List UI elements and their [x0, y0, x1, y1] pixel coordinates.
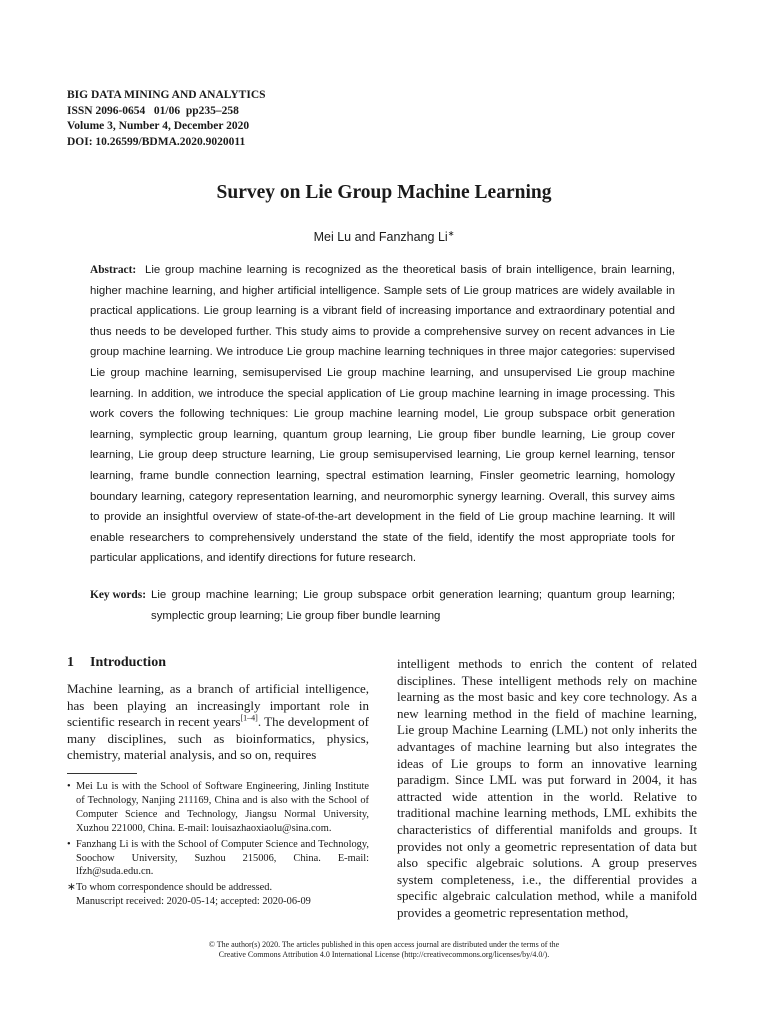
author-names: Mei Lu and Fanzhang Li [313, 230, 448, 245]
footnote-text: Manuscript received: 2020-05-14; accepted: 2020-06-09 [76, 896, 311, 908]
footnote-item [67, 881, 369, 895]
journal-header [67, 88, 266, 150]
section-title: Introduction [90, 655, 166, 670]
footnote-item [67, 838, 369, 880]
journal-name: BIG DATA MINING AND ANALYTICS [67, 89, 266, 101]
intro-text-part2: . The development of many disciplines, such as bioinformatics, physics, chemistry, material analysis, and so on, requires [67, 714, 370, 763]
license-line: Creative Commons Attribution 4.0 International License (http://creativecommons.org/licenses/by/4.0/). [218, 950, 550, 959]
journal-issn: ISSN 2096-0654 01/06 pp235–258 [67, 104, 239, 117]
footnote-bullet: • [67, 838, 71, 850]
footnote-bullet: • [67, 781, 71, 792]
footnote-marker: ∗ [67, 882, 76, 894]
section-heading-introduction [67, 655, 166, 671]
journal-doi: DOI: 10.26599/BDMA.2020.9020011 [67, 135, 246, 148]
journal-volume: Volume 3, Number 4, December 2020 [67, 120, 250, 132]
authors-line [0, 229, 768, 244]
citation-link[interactable]: [1–4] [240, 713, 258, 723]
manuscript-dates [67, 895, 369, 909]
abstract [90, 260, 675, 569]
footnote-divider [67, 773, 137, 774]
footnote-item [67, 780, 369, 836]
footnote-text: Fanzhang Li is with the School of Computer Science and Technology, Soochow University, Suzhou 215006, China. E-mail: lfzh@suda.edu.cn. [76, 838, 369, 878]
keywords-label: Key words: [90, 589, 146, 601]
footnotes [67, 780, 369, 911]
footnote-text: To whom correspondence should be addressed. [76, 882, 273, 894]
corresponding-author-marker: ∗ [447, 229, 455, 238]
abstract-label: Abstract: [90, 264, 137, 276]
intro-left-column [67, 681, 369, 764]
abstract-text: Lie group machine learning is recognized as the theoretical basis of brain intelligence, brain learning, higher machine learning, and higher artificial intelligence. Sample sets of Lie group matrices are widely available in practical applications. Lie group learning is a vibrant field of increasing importance and extraordinary potential and thus needs to be developed further. This study aims to provide a comprehensive survey on recent advances in Lie group machine learning. We introduce Lie group machine learning techniques in three major categories: supervised Lie group machine learning, semisupervised Lie group machine learning, and unsupervised Lie group machine learning. In addition, we introduce the special application of Lie group machine learning in image processing. This work covers the following techniques: Lie group machine learning model, Lie group subspace orbit generation learning, symplectic group learning, quantum group learning, Lie group fiber bundle learning, Lie group cover learning, Lie group deep structure learning, Lie group semisupervised learning, Lie group kernel learning, tensor learning, frame bundle connection learning, spectral estimation learning, Finsler geometric learning, homology boundary learning, category representation learning, and neuromorphic synergy learning. Overall, this survey aims to provide an insightful overview of state-of-the-art development in the field of Lie group machine learning. It will enable researchers to comprehensively understand the state of the field, identify the most appropriate tools for particular applications, and identify directions for future research. [90, 264, 675, 565]
intro-right-column: intelligent methods to enrich the content of related disciplines. These intelligent methods rely on machine learning as the most basic and key core technology. As a new learning method in the field of machine learning, Lie group Machine Learning (LML) not only inherits the advantages of machine learning but also integrates the ideas of Lie groups to form an innovative learning paradigm. Since LML was put forward in 2004, it has attracted wide attention in the world. Relative to traditional machine learning methods, LML exhibits the characteristics of differential manifolds and groups. It provides not only a geometric representation of data but also specific algebraic solutions. A group preserves system completeness, i.e., the differential provides a specific algebraic calculation method, while a manifold provides a geometric representation method, [397, 656, 697, 920]
intro-text-part1: Machine learning, as a branch of artificial intelligence, has been playing an increasingly important role in scientific research in recent years [67, 681, 369, 730]
section-number: 1 [67, 655, 74, 670]
paper-title: Survey on Lie Group Machine Learning [216, 182, 552, 203]
license-notice [0, 940, 768, 960]
footnote-text: Mei Lu is with the School of Software Engineering, Jinling Institute of Technology, Nanjing 211169, China and is also with the School of Computer Science and Technology, Jiangsu Normal University, Xuzhou 221000, China. E-mail: louisazhaoxiaolu@sina.com. [76, 781, 369, 834]
keywords [90, 585, 675, 627]
license-line: © The author(s) 2020. The articles published in this open access journal are distributed under the terms of the [208, 940, 560, 949]
keywords-text: Lie group machine learning; Lie group subspace orbit generation learning; quantum group learning; symplectic group learning; Lie group fiber bundle learning [151, 589, 675, 622]
